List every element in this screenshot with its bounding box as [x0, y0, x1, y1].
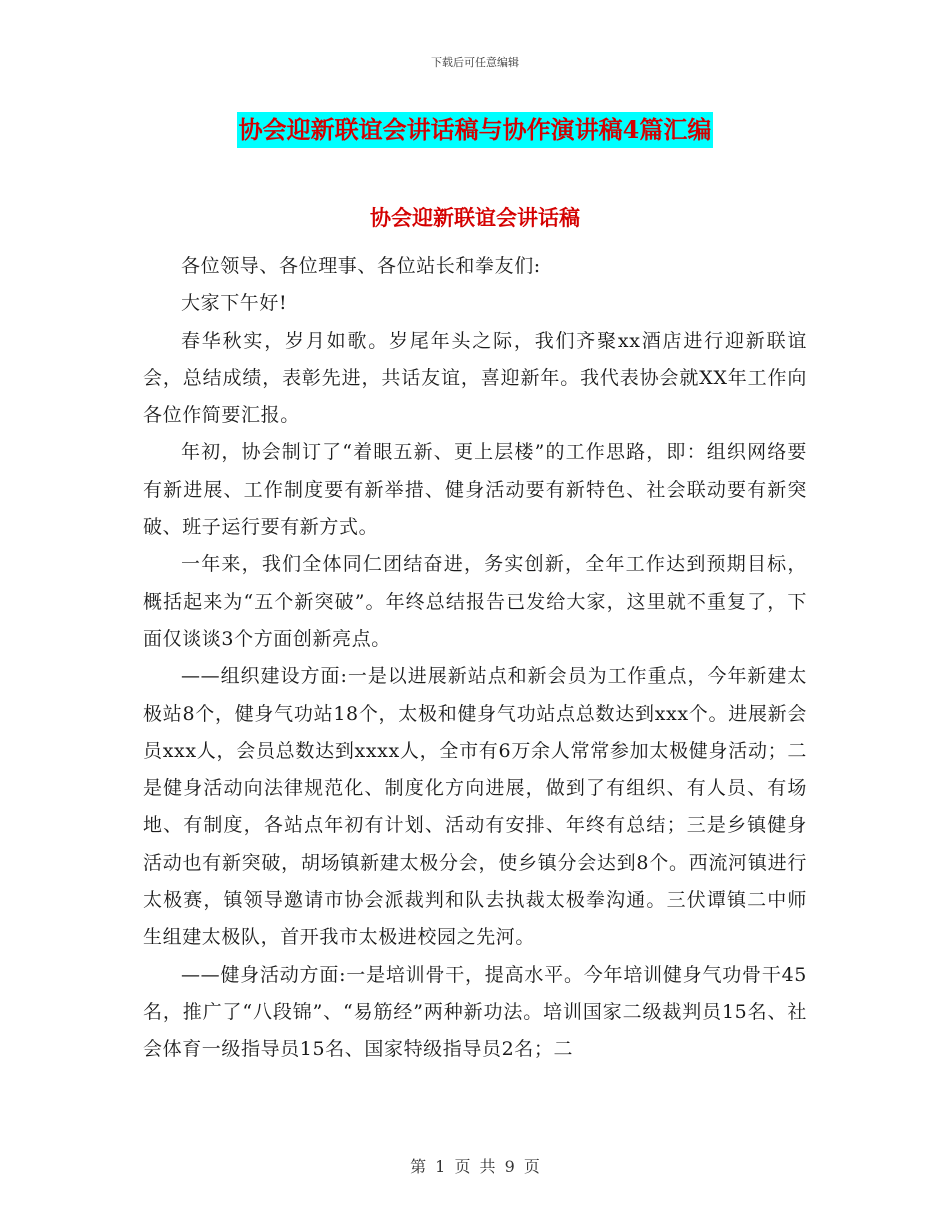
paragraph-work-plan: 年初，协会制订了“着眼五新、更上层楼”的工作思路，即：组织网络要有新进展、工作制度要有新举措、健身活动要有新特色、社会联动要有新突破、班子运行要有新方式。 — [143, 441, 807, 539]
header-note: 下载后可任意编辑 — [431, 56, 519, 69]
page-number: 第 1 页 共 9 页 — [410, 1157, 540, 1176]
paragraph-organization: ——组织建设方面:一是以进展新站点和新会员为工作重点，今年新建太极站8个，健身气功站18个，太极和健身气功站点总数达到xxx个。进展新会员xxx人，会员总数达到xxxx人，全市有6万余人常常参加太极健身活动；二是健身活动向法律规范化、制度化方向进展，做到了有组织、有人员、有场地、有制度，各站点年初有计划、活动有安排、年终有总结；三是乡镇健身活动也有新突破，胡场镇新建太极分会，使乡镇分会达到8个。西流河镇进行太极赛，镇领导邀请市协会派裁判和队去执裁太极拳沟通。三伏谭镇二中师生组建太极队，首开我市太极进校园之先河。 — [143, 665, 807, 949]
paragraph-salutation: 各位领导、各位理事、各位站长和拳友们: — [181, 255, 541, 277]
section-title: 协会迎新联谊会讲话稿 — [370, 205, 580, 230]
main-title-container — [0, 112, 950, 148]
main-title: 协会迎新联谊会讲话稿与协作演讲稿4篇汇编 — [237, 112, 714, 148]
document-body — [143, 248, 807, 1069]
paragraph-summary: 一年来，我们全体同仁团结奋进，务实创新，全年工作达到预期目标，概括起来为“五个新突破”。年终总结报告已发给大家，这里就不重复了，下面仅谈谈3个方面创新亮点。 — [143, 553, 807, 650]
paragraph-opening: 春华秋实，岁月如歌。岁尾年头之际，我们齐聚xx酒店进行迎新联谊会，总结成绩，表彰先进，共话友谊，喜迎新年。我代表协会就XX年工作向各位作简要汇报。 — [143, 329, 807, 427]
paragraph-greeting: 大家下午好! — [181, 292, 288, 315]
paragraph-fitness-activities: ——健身活动方面:一是培训骨干，提高水平。今年培训健身气功骨干45名，推广了“八段锦”、“易筋经”两种新功法。培训国家二级裁判员15名、社会体育一级指导员15名、国家特级指导员2名；二 — [143, 963, 807, 1061]
